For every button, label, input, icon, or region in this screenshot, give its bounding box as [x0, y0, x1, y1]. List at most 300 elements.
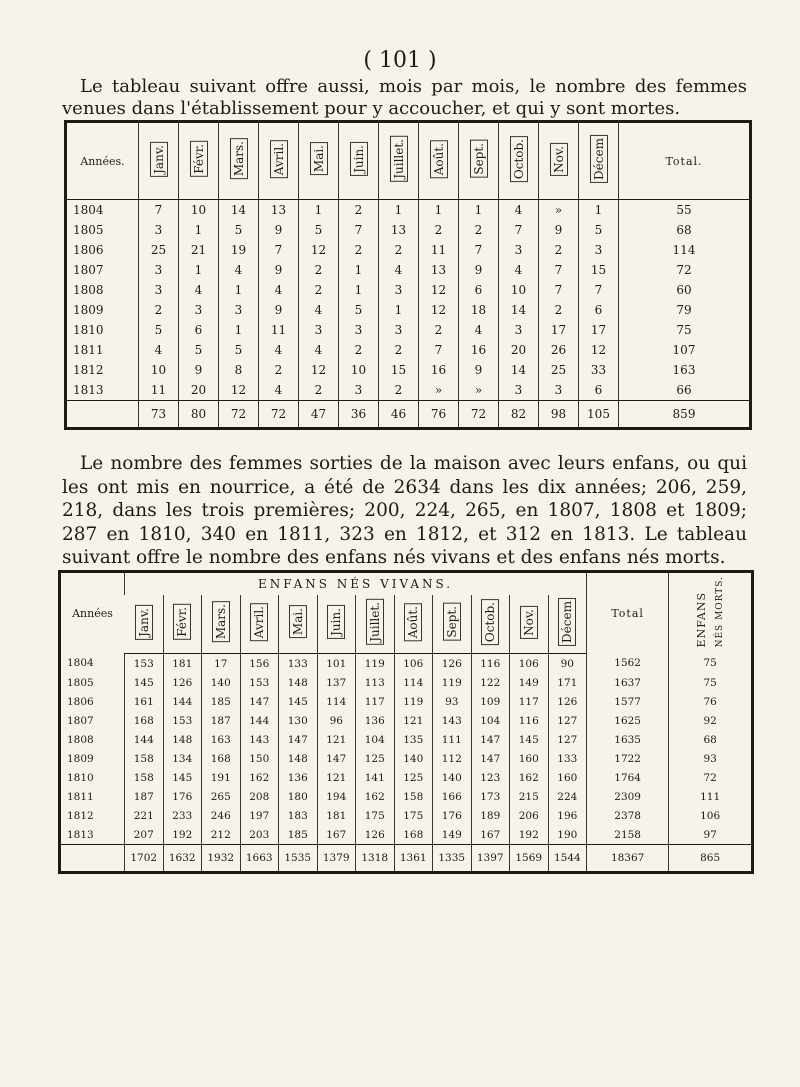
- value-cell: 167: [317, 825, 356, 845]
- value-cell: 147: [240, 692, 279, 711]
- table2-month-header: [279, 595, 318, 654]
- value-cell: 3: [339, 320, 379, 340]
- value-cell: 3: [299, 320, 339, 340]
- value-cell: 187: [202, 711, 241, 730]
- table-row: [60, 730, 753, 749]
- value-cell: 125: [356, 749, 395, 768]
- value-cell: 126: [433, 654, 472, 674]
- value-cell: 11: [259, 320, 299, 340]
- sum-cell: 1632: [163, 845, 202, 873]
- dead-total-cell: 865: [669, 845, 753, 873]
- value-cell: 1: [339, 260, 379, 280]
- value-cell: 192: [510, 825, 549, 845]
- value-cell: 3: [379, 280, 419, 300]
- value-cell: 7: [539, 260, 579, 280]
- value-cell: 12: [299, 240, 339, 260]
- value-cell: 185: [279, 825, 318, 845]
- table2-month-label: Octob.: [481, 599, 499, 645]
- year-cell: 1804: [67, 657, 94, 670]
- value-cell: 6: [179, 320, 219, 340]
- value-cell: 176: [163, 787, 202, 806]
- value-cell: 133: [279, 654, 318, 674]
- value-cell: 4: [259, 340, 299, 360]
- dead-cell: 97: [669, 825, 753, 845]
- table-row: [60, 692, 753, 711]
- value-cell: 137: [317, 673, 356, 692]
- value-cell: 1: [339, 280, 379, 300]
- middle-paragraph: [62, 452, 747, 570]
- total-cell: 1577: [587, 692, 669, 711]
- year-cell: 1813: [73, 383, 104, 397]
- value-cell: 136: [356, 711, 395, 730]
- value-cell: 4: [299, 340, 339, 360]
- value-cell: 7: [419, 340, 459, 360]
- value-cell: 104: [356, 730, 395, 749]
- value-cell: 21: [179, 240, 219, 260]
- value-cell: 109: [471, 692, 510, 711]
- value-cell: 15: [579, 260, 619, 280]
- table1-month-header: [579, 122, 619, 200]
- table2-month-header: [548, 595, 587, 654]
- value-cell: 147: [471, 730, 510, 749]
- value-cell: 2: [299, 260, 339, 280]
- value-cell: 3: [139, 260, 179, 280]
- table1-month-label: Janv.: [150, 142, 168, 177]
- sum-cell: 80: [179, 401, 219, 429]
- value-cell: 6: [579, 380, 619, 401]
- value-cell: 10: [339, 360, 379, 380]
- value-cell: 3: [179, 300, 219, 320]
- value-cell: 147: [471, 749, 510, 768]
- value-cell: 127: [548, 730, 587, 749]
- value-cell: 1: [299, 200, 339, 221]
- value-cell: 173: [471, 787, 510, 806]
- table2-month-label: Août.: [404, 603, 422, 641]
- table2-month-label: Avril.: [250, 603, 268, 641]
- value-cell: 187: [125, 787, 164, 806]
- value-cell: 190: [548, 825, 587, 845]
- value-cell: 1: [179, 260, 219, 280]
- table2-dead-header-top: ENFANS: [695, 591, 709, 647]
- value-cell: 12: [299, 360, 339, 380]
- value-cell: 9: [539, 220, 579, 240]
- table2-month-header: [433, 595, 472, 654]
- table1-month-label: Nov.: [550, 143, 568, 176]
- table2-month-label: Sept.: [443, 603, 461, 641]
- dead-cell: 92: [669, 711, 753, 730]
- value-cell: 133: [548, 749, 587, 768]
- value-cell: 4: [179, 280, 219, 300]
- value-cell: 153: [163, 711, 202, 730]
- value-cell: 4: [259, 380, 299, 401]
- table1-month-label: Avril.: [270, 140, 288, 178]
- year-cell: 1812: [67, 809, 94, 822]
- value-cell: 221: [125, 806, 164, 825]
- value-cell: 160: [510, 749, 549, 768]
- table2-year-header: Années: [72, 606, 113, 620]
- table1-month-label: Mai.: [310, 142, 328, 175]
- value-cell: 7: [459, 240, 499, 260]
- value-cell: 246: [202, 806, 241, 825]
- table1-month-header: [179, 122, 219, 200]
- year-cell: 1809: [73, 303, 104, 317]
- value-cell: 150: [240, 749, 279, 768]
- value-cell: 1: [379, 200, 419, 221]
- value-cell: 149: [510, 673, 549, 692]
- year-cell: 1813: [67, 828, 94, 841]
- table1-body: [66, 200, 751, 429]
- value-cell: 2: [139, 300, 179, 320]
- value-cell: 26: [539, 340, 579, 360]
- value-cell: 5: [339, 300, 379, 320]
- sum-cell: 76: [419, 401, 459, 429]
- total-cell: 163: [619, 360, 751, 380]
- value-cell: 215: [510, 787, 549, 806]
- value-cell: 5: [579, 220, 619, 240]
- sum-cell: 1397: [471, 845, 510, 873]
- value-cell: 2: [299, 280, 339, 300]
- table2-month-header: [356, 595, 395, 654]
- table2-month-header: [163, 595, 202, 654]
- table1-month-header: [459, 122, 499, 200]
- value-cell: 224: [548, 787, 587, 806]
- total-cell: 1625: [587, 711, 669, 730]
- sum-cell: 105: [579, 401, 619, 429]
- table1-month-header: [139, 122, 179, 200]
- year-cell: 1811: [67, 790, 94, 803]
- value-cell: 127: [548, 711, 587, 730]
- value-cell: 126: [548, 692, 587, 711]
- table1-month-label: Août.: [430, 140, 448, 178]
- value-cell: 158: [125, 749, 164, 768]
- value-cell: 113: [356, 673, 395, 692]
- value-cell: 148: [279, 749, 318, 768]
- total-cell: 1764: [587, 768, 669, 787]
- value-cell: 20: [179, 380, 219, 401]
- value-cell: 130: [279, 711, 318, 730]
- value-cell: 7: [139, 200, 179, 221]
- year-cell: 1810: [73, 323, 104, 337]
- sum-cell: 1569: [510, 845, 549, 873]
- value-cell: 176: [433, 806, 472, 825]
- value-cell: 20: [499, 340, 539, 360]
- children-births-table: [58, 570, 754, 874]
- value-cell: 166: [433, 787, 472, 806]
- value-cell: 167: [471, 825, 510, 845]
- value-cell: 3: [379, 320, 419, 340]
- sum-cell: 82: [499, 401, 539, 429]
- value-cell: 3: [539, 380, 579, 401]
- value-cell: 140: [202, 673, 241, 692]
- value-cell: 171: [548, 673, 587, 692]
- value-cell: 119: [394, 692, 433, 711]
- table-row: [60, 806, 753, 825]
- table2-total-header: Total: [587, 572, 669, 654]
- value-cell: 12: [419, 280, 459, 300]
- value-cell: 7: [539, 280, 579, 300]
- sum-cell: 73: [139, 401, 179, 429]
- value-cell: 197: [240, 806, 279, 825]
- value-cell: 2: [339, 200, 379, 221]
- sum-cell: 98: [539, 401, 579, 429]
- value-cell: 114: [394, 673, 433, 692]
- table1-month-label: Mars.: [230, 138, 248, 179]
- value-cell: 90: [548, 654, 587, 674]
- value-cell: 10: [179, 200, 219, 221]
- table1-month-label: Octob.: [510, 136, 528, 182]
- value-cell: 192: [163, 825, 202, 845]
- value-cell: 161: [125, 692, 164, 711]
- value-cell: 144: [125, 730, 164, 749]
- value-cell: 1: [379, 300, 419, 320]
- table2-living-children-header: ENFANS NÉS VIVANS.: [125, 572, 587, 596]
- value-cell: 25: [539, 360, 579, 380]
- table2-month-label: Nov.: [520, 606, 538, 639]
- value-cell: 181: [317, 806, 356, 825]
- intro-paragraph: [62, 76, 747, 120]
- table-row: [66, 220, 751, 240]
- value-cell: 153: [125, 654, 164, 674]
- table1-month-header: [539, 122, 579, 200]
- year-cell: 1805: [67, 676, 94, 689]
- table2-month-label: Mai.: [289, 605, 307, 638]
- table-row: [60, 749, 753, 768]
- value-cell: 9: [459, 260, 499, 280]
- table2-month-label: Janv.: [135, 605, 153, 640]
- value-cell: 122: [471, 673, 510, 692]
- sum-cell: 46: [379, 401, 419, 429]
- table1-month-label: Juillet.: [390, 136, 408, 182]
- table1-month-header: [299, 122, 339, 200]
- table-row: [60, 787, 753, 806]
- value-cell: 1: [579, 200, 619, 221]
- value-cell: 33: [579, 360, 619, 380]
- value-cell: 4: [379, 260, 419, 280]
- value-cell: 19: [219, 240, 259, 260]
- year-cell: 1805: [73, 223, 104, 237]
- value-cell: 93: [433, 692, 472, 711]
- value-cell: 168: [125, 711, 164, 730]
- table-row: [66, 380, 751, 401]
- value-cell: 121: [317, 768, 356, 787]
- table1-month-label: Décem: [590, 135, 608, 183]
- value-cell: 134: [163, 749, 202, 768]
- value-cell: 148: [163, 730, 202, 749]
- value-cell: 4: [499, 260, 539, 280]
- value-cell: 14: [499, 300, 539, 320]
- sum-label-cell: [66, 401, 139, 429]
- value-cell: 117: [356, 692, 395, 711]
- table2-month-header: [317, 595, 356, 654]
- value-cell: 7: [259, 240, 299, 260]
- table2-month-label: Juillet.: [366, 599, 384, 645]
- year-cell: 1808: [67, 733, 94, 746]
- value-cell: 189: [471, 806, 510, 825]
- value-cell: 145: [279, 692, 318, 711]
- value-cell: 104: [471, 711, 510, 730]
- value-cell: 7: [339, 220, 379, 240]
- table-row: [60, 711, 753, 730]
- dead-cell: 72: [669, 768, 753, 787]
- value-cell: 162: [356, 787, 395, 806]
- total-cell: 2309: [587, 787, 669, 806]
- value-cell: 135: [394, 730, 433, 749]
- value-cell: 14: [499, 360, 539, 380]
- year-cell: 1809: [67, 752, 94, 765]
- dead-cell: 75: [669, 673, 753, 692]
- value-cell: 126: [356, 825, 395, 845]
- sum-cell: 1361: [394, 845, 433, 873]
- value-cell: »: [419, 380, 459, 401]
- value-cell: 13: [259, 200, 299, 221]
- page-number: ( 101 ): [363, 48, 437, 73]
- value-cell: 112: [433, 749, 472, 768]
- table-row: [66, 300, 751, 320]
- value-cell: 15: [379, 360, 419, 380]
- table2-month-label: Mars.: [212, 601, 230, 642]
- value-cell: 4: [259, 280, 299, 300]
- grand-total-cell: 859: [619, 401, 751, 429]
- value-cell: 208: [240, 787, 279, 806]
- table2-super-header-row: [60, 572, 753, 596]
- value-cell: »: [459, 380, 499, 401]
- value-cell: 180: [279, 787, 318, 806]
- value-cell: 136: [279, 768, 318, 787]
- total-cell: 1637: [587, 673, 669, 692]
- value-cell: 3: [139, 220, 179, 240]
- table1-month-header: [379, 122, 419, 200]
- value-cell: 2: [339, 240, 379, 260]
- total-cell: 107: [619, 340, 751, 360]
- table-row: [66, 240, 751, 260]
- value-cell: 9: [179, 360, 219, 380]
- table-row: [66, 360, 751, 380]
- year-cell: 1810: [67, 771, 94, 784]
- dead-cell: 76: [669, 692, 753, 711]
- value-cell: 141: [356, 768, 395, 787]
- sum-cell: 36: [339, 401, 379, 429]
- value-cell: »: [539, 200, 579, 221]
- value-cell: 3: [499, 240, 539, 260]
- value-cell: 163: [202, 730, 241, 749]
- dead-cell: 93: [669, 749, 753, 768]
- value-cell: 153: [240, 673, 279, 692]
- value-cell: 13: [419, 260, 459, 280]
- value-cell: 16: [459, 340, 499, 360]
- sum-cell: 47: [299, 401, 339, 429]
- table2-month-header: [471, 595, 510, 654]
- sum-cell: 1379: [317, 845, 356, 873]
- table-row: [66, 260, 751, 280]
- sum-cell: 72: [219, 401, 259, 429]
- total-cell: 68: [619, 220, 751, 240]
- sum-cell: 1544: [548, 845, 587, 873]
- value-cell: 143: [433, 711, 472, 730]
- value-cell: 18: [459, 300, 499, 320]
- table1-month-label: Sept.: [470, 140, 488, 178]
- value-cell: 2: [539, 240, 579, 260]
- value-cell: 1: [459, 200, 499, 221]
- value-cell: 203: [240, 825, 279, 845]
- table1-month-header: [219, 122, 259, 200]
- table1-month-label: Févr.: [190, 141, 208, 177]
- total-cell: 1635: [587, 730, 669, 749]
- value-cell: 191: [202, 768, 241, 787]
- value-cell: 160: [548, 768, 587, 787]
- year-cell: 1807: [67, 714, 94, 727]
- table2-month-header: [202, 595, 241, 654]
- value-cell: 121: [317, 730, 356, 749]
- value-cell: 121: [394, 711, 433, 730]
- value-cell: 2: [419, 320, 459, 340]
- value-cell: 5: [139, 320, 179, 340]
- value-cell: 101: [317, 654, 356, 674]
- value-cell: 106: [394, 654, 433, 674]
- value-cell: 194: [317, 787, 356, 806]
- table1-total-header: Total.: [619, 122, 751, 200]
- value-cell: 206: [510, 806, 549, 825]
- value-cell: 3: [499, 320, 539, 340]
- value-cell: 2: [379, 240, 419, 260]
- value-cell: 3: [339, 380, 379, 401]
- value-cell: 147: [279, 730, 318, 749]
- value-cell: 2: [259, 360, 299, 380]
- total-cell: 2158: [587, 825, 669, 845]
- sum-cell: 1318: [356, 845, 395, 873]
- sum-cell: 72: [459, 401, 499, 429]
- dead-cell: 106: [669, 806, 753, 825]
- value-cell: 158: [394, 787, 433, 806]
- table-row: [60, 825, 753, 845]
- intro-text: Le tableau suivant offre aussi, mois par mois, le nombre des femmes venues dans l'établissement pour y accoucher, et qui y sont mortes.: [62, 76, 747, 119]
- sum-cell: 1335: [433, 845, 472, 873]
- value-cell: 11: [139, 380, 179, 401]
- sum-label-cell: [60, 845, 125, 873]
- total-cell: 72: [619, 260, 751, 280]
- table1-header-row: [66, 122, 751, 200]
- total-cell: 2378: [587, 806, 669, 825]
- table2-body: [60, 654, 753, 873]
- sum-cell: 1663: [240, 845, 279, 873]
- value-cell: 3: [499, 380, 539, 401]
- value-cell: 2: [339, 340, 379, 360]
- value-cell: 16: [419, 360, 459, 380]
- value-cell: 162: [510, 768, 549, 787]
- value-cell: 212: [202, 825, 241, 845]
- value-cell: 9: [259, 220, 299, 240]
- table2-dead-header-bottom: NÉS MORTS.: [715, 575, 726, 647]
- table2-month-header: [125, 595, 164, 654]
- value-cell: 8: [219, 360, 259, 380]
- total-cell: 66: [619, 380, 751, 401]
- value-cell: 12: [579, 340, 619, 360]
- table1-year-header: Années.: [66, 122, 139, 200]
- value-cell: 156: [240, 654, 279, 674]
- year-cell: 1811: [73, 343, 104, 357]
- value-cell: 17: [579, 320, 619, 340]
- dead-cell: 68: [669, 730, 753, 749]
- value-cell: 207: [125, 825, 164, 845]
- year-cell: 1808: [73, 283, 104, 297]
- table-row: [66, 340, 751, 360]
- value-cell: 168: [394, 825, 433, 845]
- value-cell: 17: [539, 320, 579, 340]
- value-cell: 123: [471, 768, 510, 787]
- value-cell: 12: [419, 300, 459, 320]
- table2-month-label: Juin.: [327, 605, 345, 639]
- women-deaths-table: [64, 120, 752, 430]
- table2-month-label: Févr.: [173, 604, 191, 640]
